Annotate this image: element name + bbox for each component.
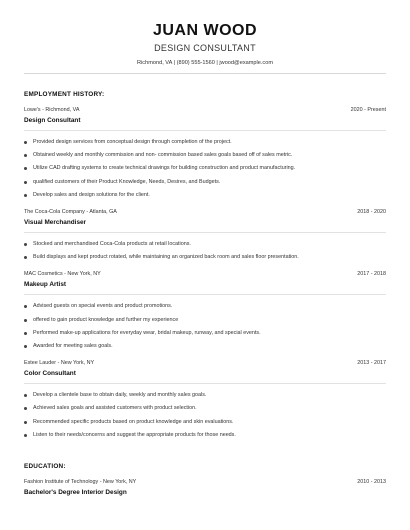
list-item	[24, 136, 386, 149]
job-role: Color Consultant	[24, 370, 76, 378]
bullet-text: offered to gain product knowledge and further my experience	[33, 316, 179, 323]
list-item	[24, 162, 386, 175]
list-item	[24, 176, 386, 189]
bullet-dot-icon	[24, 345, 27, 348]
bullet-dot-icon	[24, 243, 27, 246]
job-company: Estee Lauder - New York, NY	[24, 360, 95, 367]
header-divider	[24, 73, 386, 74]
bullet-text: Build displays and kept product rotated, while maintaining an organized back room and sales floor presentation.	[33, 254, 299, 261]
job-meta	[24, 209, 386, 215]
bullet-dot-icon	[24, 434, 27, 437]
job-divider	[24, 130, 386, 131]
candidate-title: DESIGN CONSULTANT	[154, 43, 256, 53]
bullet-text: Stocked and merchandised Coca-Cola products at retail locations.	[33, 241, 191, 248]
bullet-text: Advised guests on special events and product promotions.	[33, 303, 173, 310]
contact-line: Richmond, VA | (890) 555-1560 | jwood@example.com	[137, 60, 273, 66]
bullet-dot-icon	[24, 141, 27, 144]
job-role: Makeup Artist	[24, 281, 67, 289]
bullet-dot-icon	[24, 407, 27, 410]
bullet-text: Develop a clientele base to obtain daily, weekly and monthly sales goals.	[33, 392, 207, 399]
list-item	[24, 314, 386, 327]
job-entry	[24, 360, 386, 442]
job-meta	[24, 107, 386, 113]
list-item	[24, 149, 386, 162]
job-dates: 2020 - Present	[350, 107, 386, 113]
job-company: MAC Cosmetics - New York, NY	[24, 271, 101, 278]
job-bullets	[24, 389, 386, 442]
bullet-dot-icon	[24, 194, 27, 197]
bullet-text: qualified customers of their Product Knowledge, Needs, Desires, and Budgets.	[33, 178, 221, 185]
job-company: Lowe's - Richmond, VA	[24, 107, 80, 113]
education-meta	[24, 479, 386, 485]
education-dates: 2010 - 2013	[357, 479, 386, 486]
bullet-dot-icon	[24, 181, 27, 184]
bullet-text: Develop sales and design solutions for the client.	[33, 191, 150, 198]
list-item	[24, 402, 386, 415]
list-item	[24, 429, 386, 442]
education-heading: EDUCATION:	[24, 463, 66, 471]
job-dates: 2017 - 2018	[357, 271, 386, 278]
job-divider	[24, 383, 386, 384]
job-meta	[24, 360, 386, 366]
job-bullets	[24, 238, 386, 264]
job-bullets	[24, 300, 386, 353]
bullet-dot-icon	[24, 332, 27, 335]
job-dates: 2018 - 2020	[357, 209, 386, 216]
job-entry	[24, 107, 386, 202]
degree-name: Bachelor's Degree Interior Design	[24, 489, 127, 497]
job-dates: 2013 - 2017	[357, 360, 386, 367]
bullet-text: Awarded for meeting sales goals.	[33, 343, 113, 350]
bullet-dot-icon	[24, 154, 27, 157]
bullet-dot-icon	[24, 421, 27, 424]
school-name: Fashion Institute of Technology - New York, NY	[24, 479, 137, 486]
bullet-text: Recommended specific products based on product knowledge and skin evaluations.	[33, 418, 234, 425]
bullet-dot-icon	[24, 394, 27, 397]
bullet-dot-icon	[24, 305, 27, 308]
list-item	[24, 251, 386, 264]
bullet-text: Listen to their needs/concerns and suggest the appropriate products for those needs.	[33, 431, 236, 438]
bullet-dot-icon	[24, 319, 27, 322]
candidate-name: JUAN WOOD	[152, 22, 258, 39]
job-entry	[24, 271, 386, 353]
employment-heading: EMPLOYMENT HISTORY:	[24, 91, 105, 98]
job-company: The Coca-Cola Company - Atlanta, GA	[24, 209, 117, 216]
bullet-text: Obtained weekly and monthly commission and non- commission based sales goals based off of sales metric.	[33, 152, 293, 159]
bullet-text: Performed make-up applications for everyday wear, bridal makeup, runway, and special events.	[33, 329, 261, 336]
resume-header	[24, 0, 386, 74]
list-item	[24, 238, 386, 251]
job-divider	[24, 294, 386, 295]
list-item	[24, 189, 386, 202]
list-item	[24, 389, 386, 402]
job-meta	[24, 271, 386, 277]
bullet-text: Utilize CAD drafting systems to create technical drawings for building construction and product manufacturing.	[33, 165, 296, 172]
bullet-text: Provided design services from conceptual design through completion of the project.	[33, 139, 232, 145]
list-item	[24, 300, 386, 313]
list-item	[24, 327, 386, 340]
list-item	[24, 416, 386, 429]
bullet-dot-icon	[24, 167, 27, 170]
bullet-dot-icon	[24, 256, 27, 259]
education-entry	[24, 479, 386, 496]
list-item	[24, 340, 386, 353]
job-bullets	[24, 136, 386, 202]
employment-list	[24, 107, 386, 442]
job-divider	[24, 232, 386, 233]
bullet-text: Achieved sales goals and assisted customers with product selection.	[33, 405, 197, 412]
job-role: Design Consultant	[24, 117, 81, 124]
job-entry	[24, 209, 386, 264]
job-role: Visual Merchandiser	[24, 219, 87, 227]
